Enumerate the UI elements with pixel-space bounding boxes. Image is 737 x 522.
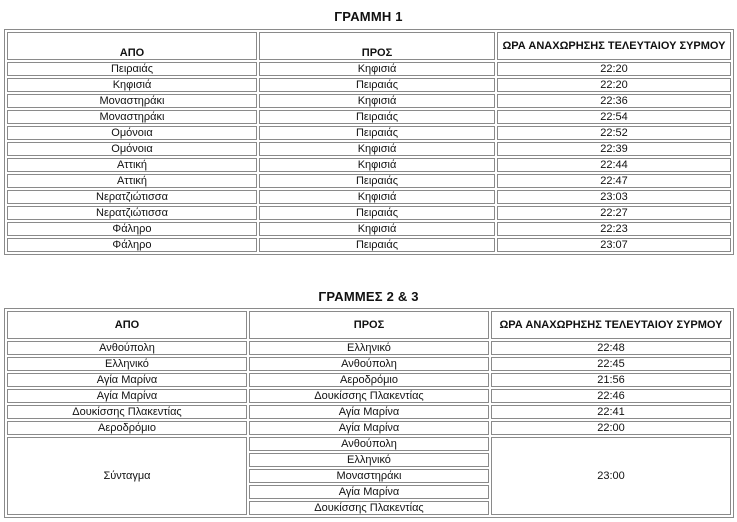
column-header-from: ΑΠΟ [7,311,247,339]
table-row [7,190,731,204]
to-cell: Πειραιάς [259,78,495,92]
from-cell: Αττική [7,174,257,188]
time-cell: 22:39 [497,142,731,156]
table-row [7,421,731,435]
time-cell: 22:20 [497,62,731,76]
table-row [7,78,731,92]
column-header-from: ΑΠΟ [7,32,257,60]
from-cell: Φάληρο [7,238,257,252]
to-cell: Αγία Μαρίνα [249,421,489,435]
column-header-departure-time: ΩΡΑ ΑΝΑΧΩΡΗΣΗΣ ΤΕΛΕΥΤΑΙΟΥ ΣΥΡΜΟΥ [497,32,731,60]
from-cell-syntagma: Σύνταγμα [7,437,247,515]
to-cell: Ελληνικό [249,453,489,467]
to-cell: Δουκίσσης Πλακεντίας [249,501,489,515]
table-row [7,94,731,108]
time-cell: 22:27 [497,206,731,220]
to-cell: Πειραιάς [259,238,495,252]
from-cell: Πειραιάς [7,62,257,76]
from-cell: Αγία Μαρίνα [7,389,247,403]
line1-table [4,29,734,255]
table-row [7,405,731,419]
time-cell-syntagma: 23:00 [491,437,731,515]
table-row [7,222,731,236]
time-cell: 22:45 [491,357,731,371]
from-cell: Ομόνοια [7,142,257,156]
column-header-to: ΠΡΟΣ [249,311,489,339]
to-cell: Αεροδρόμιο [249,373,489,387]
to-cell: Κηφισιά [259,190,495,204]
table-row [7,357,731,371]
time-cell: 21:56 [491,373,731,387]
time-cell: 22:44 [497,158,731,172]
to-cell: Ελληνικό [249,341,489,355]
time-cell: 22:48 [491,341,731,355]
column-header-to: ΠΡΟΣ [259,32,495,60]
from-cell: Νερατζιώτισσα [7,190,257,204]
lines23-table [4,308,734,518]
time-cell: 22:20 [497,78,731,92]
to-cell: Κηφισιά [259,142,495,156]
time-cell: 22:00 [491,421,731,435]
from-cell: Αττική [7,158,257,172]
from-cell: Νερατζιώτισσα [7,206,257,220]
table-row [7,389,731,403]
to-cell: Μοναστηράκι [249,469,489,483]
to-cell: Ανθούπολη [249,357,489,371]
from-cell: Φάληρο [7,222,257,236]
from-cell: Ελληνικό [7,357,247,371]
from-cell: Ομόνοια [7,126,257,140]
table-row [7,110,731,124]
time-cell: 23:07 [497,238,731,252]
from-cell: Ανθούπολη [7,341,247,355]
from-cell: Μοναστηράκι [7,94,257,108]
table-row [7,174,731,188]
time-cell: 22:36 [497,94,731,108]
time-cell: 22:41 [491,405,731,419]
time-cell: 22:23 [497,222,731,236]
to-cell: Αγία Μαρίνα [249,405,489,419]
table-row [7,206,731,220]
table-header-row [7,311,731,339]
to-cell: Πειραιάς [259,206,495,220]
table-row [7,373,731,387]
table-row-syntagma [7,437,731,451]
time-cell: 22:54 [497,110,731,124]
to-cell: Κηφισιά [259,94,495,108]
lines23-title: ΓΡΑΜΜΕΣ 2 & 3 [318,289,419,304]
line1-title: ΓΡΑΜΜΗ 1 [334,9,403,24]
from-cell: Κηφισιά [7,78,257,92]
to-cell: Αγία Μαρίνα [249,485,489,499]
from-cell: Μοναστηράκι [7,110,257,124]
to-cell: Κηφισιά [259,222,495,236]
to-cell: Δουκίσσης Πλακεντίας [249,389,489,403]
table-header-row [7,32,731,60]
from-cell: Δουκίσσης Πλακεντίας [7,405,247,419]
table-row [7,158,731,172]
to-cell: Πειραιάς [259,174,495,188]
time-cell: 22:46 [491,389,731,403]
table-row [7,341,731,355]
time-cell: 22:47 [497,174,731,188]
to-cell: Ανθούπολη [249,437,489,451]
table-row [7,126,731,140]
time-cell: 22:52 [497,126,731,140]
to-cell: Κηφισιά [259,158,495,172]
column-header-departure-time: ΩΡΑ ΑΝΑΧΩΡΗΣΗΣ ΤΕΛΕΥΤΑΙΟΥ ΣΥΡΜΟΥ [491,311,731,339]
to-cell: Πειραιάς [259,126,495,140]
time-cell: 23:03 [497,190,731,204]
table-row [7,142,731,156]
to-cell: Πειραιάς [259,110,495,124]
table-row [7,238,731,252]
from-cell: Αγία Μαρίνα [7,373,247,387]
from-cell: Αεροδρόμιο [7,421,247,435]
to-cell: Κηφισιά [259,62,495,76]
table-row [7,62,731,76]
